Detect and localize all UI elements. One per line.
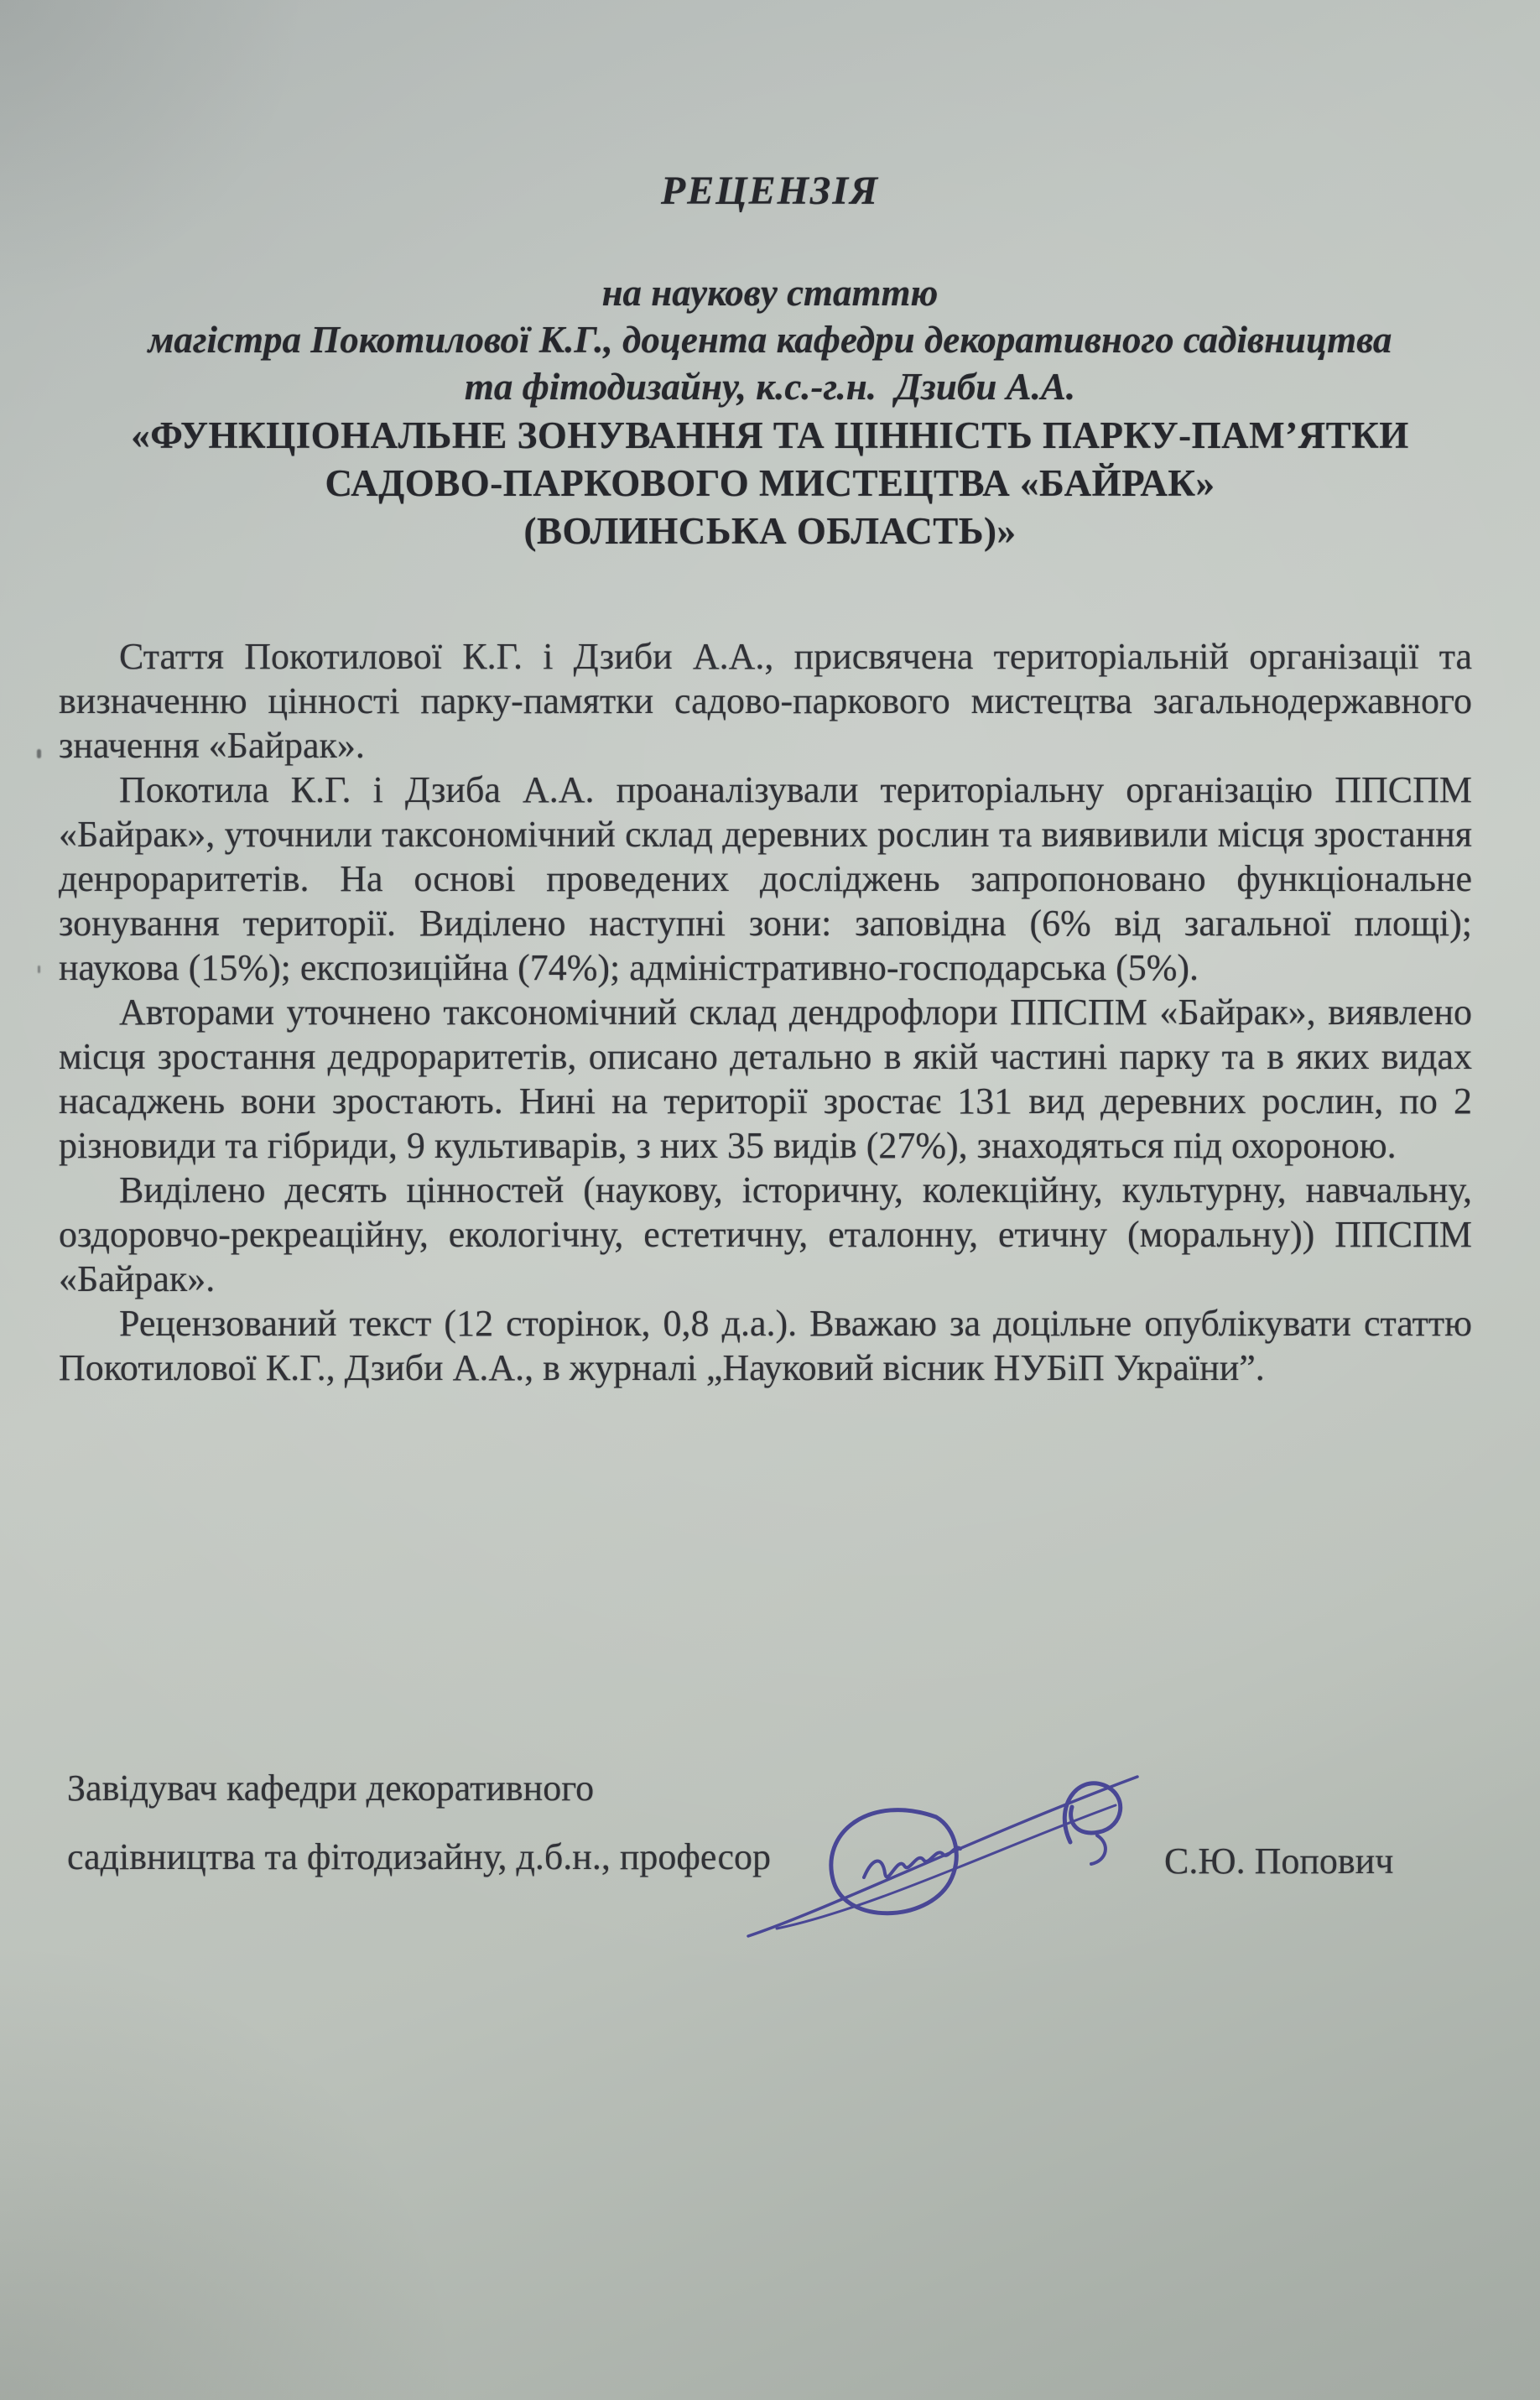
article-title-line: (ВОЛИНСЬКА ОБЛАСТЬ)»	[523, 510, 1017, 552]
signer-position-line: Завідувач кафедри декоративного	[67, 1767, 595, 1809]
review-subject-line: на наукову статтю	[601, 272, 939, 314]
body-paragraph: Виділено десять цінностей (наукову, історичну, колекційну, культурну, навчальну, оздоровчо-рекреаційну, екологічну, естетичну, еталонну, етичну (моральну)) ППСПМ «Байрак».	[59, 1169, 1472, 1299]
body-paragraph: Авторами уточнено таксономічний склад дендрофлори ППСПМ «Байрак», виявлено місця зростання дедрораритетів, описано детально в якій частині парку та в яких видах насаджень вони зростають. Нині на території зростає 131 вид деревних рослин, по 2 різновиди та гібриди, 9 культиварів, з них 35 видів (27%), знаходяться під охороною.	[59, 992, 1472, 1166]
review-subject-lines	[0, 269, 1540, 410]
review-subject-line: магістра Покотилової К.Г., доцента кафедри декоративного садівництва	[148, 319, 1392, 361]
signer-name: С.Ю. Попович	[1164, 1840, 1394, 1882]
article-title-line: САДОВО-ПАРКОВОГО МИСТЕЦТВА «БАЙРАК»	[325, 462, 1215, 504]
body-paragraph: Покотила К.Г. і Дзиба А.А. проаналізували територіальну організацію ППСПМ «Байрак», уточнили таксономічний склад деревних рослин та виявивили місця зростання денрораритетів. На основі проведених досліджень запропоновано функціональне зонування території. Виділено наступні зони: заповідна (6% від загальної площі); наукова (15%); експозиційна (74%); адміністративно-господарська (5%).	[59, 769, 1472, 988]
signature-icon	[736, 1758, 1156, 1951]
article-title-line: «ФУНКЦІОНАЛЬНЕ ЗОНУВАННЯ ТА ЦІННІСТЬ ПАРКУ-ПАМ’ЯТКИ	[131, 414, 1409, 456]
review-body	[59, 634, 1472, 1390]
signer-position-line: садівництва та фітодизайну, д.б.н., професор	[67, 1836, 772, 1877]
article-title	[0, 412, 1540, 555]
body-paragraph: Рецензований текст (12 сторінок, 0,8 д.а.). Вважаю за доцільне опублікувати статтю Покотилової К.Г., Дзиби А.А., в журналі „Науковий вісник НУБіП України”.	[59, 1303, 1472, 1388]
body-paragraph: Стаття Покотилової К.Г. і Дзиби А.А., присвячена територіальній організації та визначенню цінності парку-памятки садово-паркового мистецтва загальнодержавного значення «Байрак».	[59, 636, 1472, 766]
doc-type-heading: РЕЦЕНЗІЯ	[660, 169, 880, 213]
review-subject-line: та фітодизайну, к.с.-г.н. Дзиби А.А.	[464, 366, 1076, 408]
document-header	[0, 269, 1540, 555]
